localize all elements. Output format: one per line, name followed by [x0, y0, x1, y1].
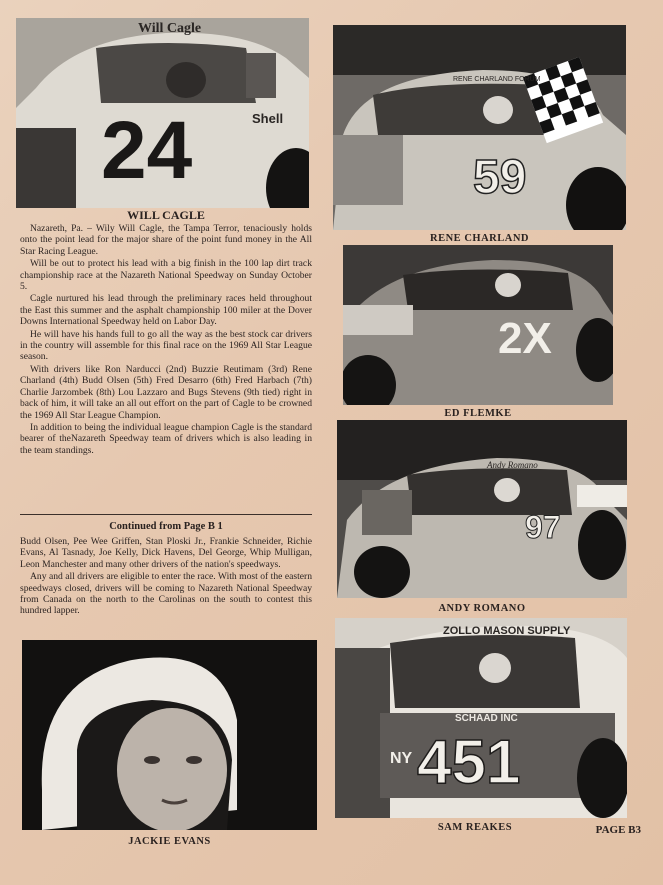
- sam-reakes-side-text: SCHAAD INC: [455, 713, 518, 724]
- section-divider: [20, 514, 312, 515]
- caption-sam-reakes: SAM REAKES: [437, 822, 513, 833]
- andy-romano-roof-text: Andy Romano: [487, 460, 538, 470]
- continued-body: [20, 536, 312, 636]
- sam-reakes-car-number: 451: [417, 728, 521, 797]
- article-paragraph: In addition to being the individual league champion Cagle is the standard bearer of theNazareth Speedway team of drivers which is also leading in the team standings.: [20, 421, 312, 456]
- caption-jackie-evans: JACKIE EVANS: [128, 836, 211, 847]
- article-paragraph: Nazareth, Pa. – Wily Will Cagle, the Tampa Terror, tenaciously holds onto the point lead for the major share of the point fund money in the All Star Racing League.: [20, 223, 312, 257]
- article-paragraph: Cagle nurtured his lead through the preliminary races held throughout the East this summer and the asphalt championship 100 miler at the Dover Downs International Speedway held on Labor Day.: [20, 293, 312, 328]
- continued-paragraph: Budd Olsen, Pee Wee Griffen, Stan Ploski Jr., Frankie Schneider, Richie Evans, Al Tasnady, Joe Kelly, Dick Havens, Del George, Whip Mulligan, Leon Manchester and many other drivers of the nation's speedways.: [20, 536, 312, 570]
- photo-will-cagle: [16, 18, 309, 208]
- article-paragraph: With drivers like Ron Narducci (2nd) Buzzie Reutimam (3rd) Rene Charland (4th) Budd Olsen (5th) Fred Desarro (6th) Fred Harbach (7th) Charlie Jarzombek (8th) Lou Lazzaro and Bugs Stevens (9th tied) right in back of him, it will take an all out effort on the part of Cagle to be crowned the 1969 All Star League Champion.: [20, 363, 312, 421]
- will-cagle-car-number: 24: [101, 105, 193, 196]
- photo-jackie-evans: [22, 640, 317, 830]
- article-paragraph: He will have his hands full to go all the way as the best stock car drivers in the country will assemble for this final race on the 1969 All Star League season.: [20, 328, 312, 363]
- will-cagle-roof-text: Will Cagle: [138, 21, 202, 36]
- article-heading: WILL CAGLE: [127, 208, 205, 222]
- continued-heading: Continued from Page B 1: [109, 521, 223, 532]
- will-cagle-side-text: Shell: [252, 111, 284, 126]
- caption-andy-romano: ANDY ROMANO: [438, 603, 526, 614]
- rene-charland-roof-text: RENE CHARLAND FORUM: [453, 76, 541, 83]
- caption-ed-flemke: ED FLEMKE: [444, 408, 512, 419]
- article-body: [20, 223, 312, 508]
- photo-andy-romano: [337, 420, 627, 598]
- photo-sam-reakes: [335, 618, 627, 818]
- continued-paragraph: Any and all drivers are eligible to enter the race. With most of the eastern speedways closed, drivers will be coming to Nazareth National Speedway from Canada on the north to the Carolinas on the south to contest this hundred lapper.: [20, 571, 312, 617]
- page-number: PAGE B3: [595, 824, 641, 836]
- ed-flemke-car-number: 2X: [498, 314, 552, 363]
- sam-reakes-roof-text: ZOLLO MASON SUPPLY: [443, 625, 571, 637]
- caption-rene-charland: RENE CHARLAND: [430, 233, 529, 244]
- rene-charland-car-number: 59: [473, 151, 527, 204]
- photo-ed-flemke: [343, 245, 613, 405]
- andy-romano-car-number: 97: [525, 509, 561, 545]
- sam-reakes-state-text: NY: [390, 750, 413, 767]
- photo-rene-charland: [333, 25, 626, 230]
- article-paragraph: Will be out to protect his lead with a big finish in the 100 lap dirt track championship race at the Nazareth National Speedway on Sunday October 5.: [20, 258, 312, 293]
